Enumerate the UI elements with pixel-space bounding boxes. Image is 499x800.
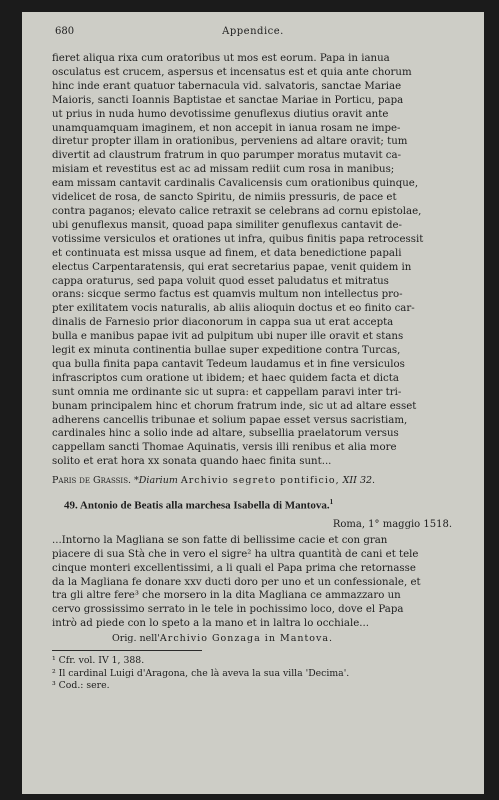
text-line: cervo grossissimo serrato in le tele in pochissimo loco, dove el Papa xyxy=(52,604,404,616)
text-line: infrascriptos cum oratione ut ibidem; et haec quidem facta et dicta xyxy=(52,372,399,384)
archive-name: Archivio segreto pontificio, xyxy=(180,475,340,487)
text-line: unamquamquam imaginem, et non accepit in ianua rosam ne impe- xyxy=(52,122,401,134)
text-line: ubi genuflexus mansit, quoad papa similiter genuflexus cantavit de- xyxy=(52,219,402,231)
text-line: dinalis de Farnesio prior diaconorum in cappa sua ut erat accepta xyxy=(52,317,394,329)
text-line: ...Intorno la Magliana se son fatte di bellissime cacie et con gran xyxy=(52,534,388,546)
footnote-ref: 1 xyxy=(329,498,334,507)
text-line: intrò ad piede con lo speto a la mano et in laltra lo occhiale... xyxy=(52,618,370,630)
book-page xyxy=(22,12,484,794)
text-line: cappa oraturus, sed papa voluit quod esset paludatus et mitratus xyxy=(52,275,389,287)
text-line: osculatus est crucem, aspersus et incensatus est et quia ante chorum xyxy=(52,66,412,78)
footnote-divider xyxy=(52,650,202,651)
page-number: 680 xyxy=(55,26,75,37)
text-line: misiam et revestitus est ac ad missam rediit cum rosa in manibus; xyxy=(52,164,395,176)
running-title: Appendice. xyxy=(222,26,284,37)
text-line: cappellam sancti Thomae Aquinatis, versis illi renibus et alia more xyxy=(52,442,397,454)
text-line: tra gli altre fere³ che morsero in la dita Magliana ce ammazzaro un xyxy=(52,590,401,602)
text-line: cinque monteri excellentissimi, a li quali el Papa prima che retornasse xyxy=(52,562,416,574)
archive-name: Archivio Gonzaga in Mantova. xyxy=(159,633,334,645)
text-line: ut prius in nuda humo devotissime genuflexus diutius oravit ante xyxy=(52,108,389,120)
text-line: fieret aliqua rixa cum oratoribus ut mos est eorum. Papa in ianua xyxy=(52,53,390,64)
archive-volume: XII 32. xyxy=(342,475,376,487)
italian-letter-paragraph xyxy=(52,534,456,631)
letter-source-citation xyxy=(52,633,454,644)
text-line: hinc inde erant quatuor tabernacula vid. salvatoris, sanctae Mariae xyxy=(52,80,402,92)
text-line: et continuata est missa usque ad finem, et data benedictione papali xyxy=(52,247,402,259)
text-line: legit ex minuta continentia bullae super expeditione contra Turcas, xyxy=(52,345,401,357)
footnotes xyxy=(52,655,454,692)
origin-prefix: Orig. nell' xyxy=(112,633,160,645)
page-header xyxy=(52,26,454,42)
section-heading xyxy=(52,498,454,512)
text-line: orans: sicque sermo factus est quamvis multum non intellectus pro- xyxy=(52,289,403,301)
section-title: Antonio de Beatis alla marchesa Isabella di Mantova. xyxy=(79,499,330,512)
text-line: videlicet de rosa, de sancto Spiritu, de nimiis pressuris, de pace et xyxy=(52,192,397,204)
text-line: adherens cancellis tribunae et solium papae esset versus sacristiam, xyxy=(52,414,408,426)
text-line: qua bulla finita papa cantavit Tedeum laudamus et in fine versiculos xyxy=(52,358,405,370)
text-line: piacere di sua Stà che in vero el sigre² ha ultra quantità de cani et tele xyxy=(52,548,419,560)
text-line: da la Magliana fe donare xxv ducti doro per uno et un confessionale, et xyxy=(52,576,421,588)
diary-source-citation xyxy=(52,475,454,486)
author-name: Paris de Grassis. xyxy=(52,475,132,487)
text-line: sunt omnia me ordinante sic ut supra: et cappellam paravi inter tri- xyxy=(52,386,402,398)
text-line: bunam principalem hinc et chorum fratrum inde, sic ut ad altare esset xyxy=(52,400,417,412)
text-line: bulla e manibus papae ivit ad pulpitum ubi nuper ille oravit et stans xyxy=(52,331,404,343)
text-line: cardinales hinc a solio inde ad altare, subsellia praelatorum versus xyxy=(52,428,399,440)
latin-diary-paragraph xyxy=(52,52,456,469)
text-line: Maioris, sancti Ioannis Baptistae et sanctae Mariae in Porticu, papa xyxy=(52,94,404,106)
text-line: pter exilitatem vocis naturalis, ab aliis alioquin doctus et eo finito car- xyxy=(52,303,415,315)
text-line: eam missam cantavit cardinalis Cavalicensis cum orationibus quinque, xyxy=(52,178,419,190)
letter-date: Roma, 1° maggio 1518. xyxy=(332,518,452,530)
section-number: 49. xyxy=(64,499,78,512)
footnote-1: ¹ Cfr. vol. IV 1, 388. xyxy=(52,655,145,667)
text-line: electus Carpentaratensis, qui erat secretarius papae, venit quidem in xyxy=(52,261,412,273)
text-line: diretur propter illam in orationibus, perveniens ad altare oravit; tum xyxy=(52,136,408,148)
footnote-3: ³ Cod.: sere. xyxy=(52,680,110,691)
text-line: solito et erat hora xx sonata quando haec finita sunt... xyxy=(52,456,332,468)
text-line: votissime versiculos et orationes ut infra, quibus finitis papa retrocessit xyxy=(52,233,424,245)
text-line: contra paganos; elevato calice retraxit se celebrans ad cornu epistolae, xyxy=(52,205,422,217)
text-line: divertit ad claustrum fratrum in quo parumper moratus mutavit ca- xyxy=(52,150,402,162)
footnote-2: ² Il cardinal Luigi d'Aragona, che là aveva la sua villa 'Decima'. xyxy=(52,667,350,679)
work-title: *Diarium xyxy=(134,475,178,487)
